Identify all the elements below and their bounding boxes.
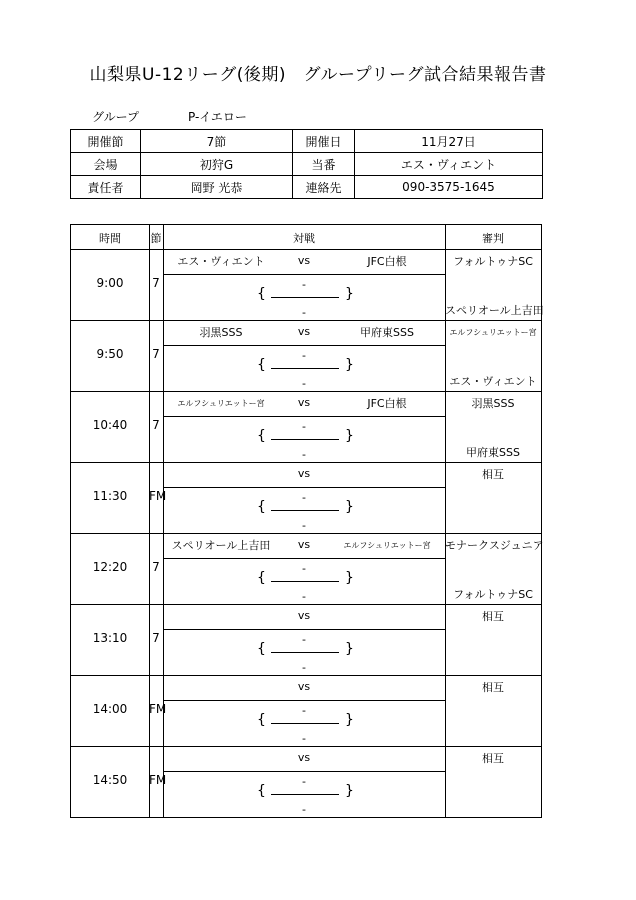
header-section: 節 (150, 232, 162, 245)
bracket-left: { (257, 641, 266, 657)
match-divider (163, 345, 445, 346)
bracket-left: { (257, 357, 266, 373)
score-line (271, 297, 339, 298)
slot-section: FM (149, 702, 167, 716)
bracket-left: { (257, 286, 266, 302)
score-box (163, 491, 445, 531)
slot-time: 9:50 (96, 347, 124, 361)
match-slot (71, 392, 541, 463)
bracket-right: } (345, 428, 354, 444)
away-team: エルフシュリエットー宮 (343, 541, 431, 550)
match-slot (71, 321, 541, 392)
score-box (163, 278, 445, 318)
vs-label: vs (297, 396, 311, 409)
duty-label: 当番 (293, 153, 355, 176)
slot-time: 10:40 (92, 418, 128, 432)
bracket-right: } (345, 783, 354, 799)
referee-primary: 相互 (482, 681, 504, 694)
bracket-right: } (345, 357, 354, 373)
match-divider (163, 274, 445, 275)
header-time: 時間 (99, 232, 121, 245)
referee-primary: フォルトゥナSC (453, 255, 533, 268)
score-box (163, 633, 445, 673)
match-divider (163, 487, 445, 488)
slot-time: 9:00 (96, 276, 124, 290)
score-second-half: - (302, 732, 306, 745)
vs-label: vs (297, 538, 311, 551)
score-box (163, 562, 445, 602)
match-divider (163, 700, 445, 701)
score-box (163, 349, 445, 389)
slot-section: FM (149, 773, 167, 787)
group-value: P-イエロー (188, 110, 247, 124)
score-line (271, 581, 339, 582)
contact-value: 090-3575-1645 (355, 176, 543, 199)
slot-section: 7 (152, 347, 160, 361)
match-slot (71, 250, 544, 321)
referee-primary: 相互 (482, 752, 504, 765)
bracket-left: { (257, 499, 266, 515)
referee-primary: エルフシュリエットー宮 (449, 328, 537, 337)
score-first-half: - (302, 491, 306, 504)
bracket-left: { (257, 428, 266, 444)
referee-primary: 羽黒SSS (471, 397, 515, 410)
score-line (271, 368, 339, 369)
slot-time: 11:30 (92, 489, 128, 503)
vs-label: vs (297, 254, 311, 267)
vs-label: vs (297, 609, 311, 622)
score-second-half: - (302, 803, 306, 816)
score-first-half: - (302, 633, 306, 646)
score-line (271, 652, 339, 653)
home-team: スペリオール上吉田 (171, 539, 271, 552)
bracket-left: { (257, 783, 266, 799)
slot-time: 12:20 (92, 560, 128, 574)
venue-value: 初狩G (141, 153, 293, 176)
score-first-half: - (302, 420, 306, 433)
bracket-left: { (257, 570, 266, 586)
match-divider (163, 416, 445, 417)
group-label: グループ (92, 110, 140, 124)
referee-secondary: 甲府東SSS (466, 446, 520, 459)
score-second-half: - (302, 661, 306, 674)
score-box (163, 704, 445, 744)
score-first-half: - (302, 775, 306, 788)
bracket-right: } (345, 641, 354, 657)
match-divider (163, 558, 445, 559)
away-team: 甲府東SSS (360, 326, 414, 339)
score-line (271, 510, 339, 511)
bracket-right: } (345, 286, 354, 302)
bracket-left: { (257, 712, 266, 728)
vs-label: vs (297, 680, 311, 693)
score-line (271, 723, 339, 724)
match-slot (71, 605, 541, 676)
manager-value: 岡野 光恭 (141, 176, 293, 199)
match-slot (71, 747, 541, 818)
bracket-right: } (345, 712, 354, 728)
score-second-half: - (302, 590, 306, 603)
match-slot (71, 534, 544, 605)
slot-section: 7 (152, 418, 160, 432)
score-line (271, 439, 339, 440)
score-second-half: - (302, 306, 306, 319)
slot-section: 7 (152, 276, 160, 290)
header-referee: 審判 (482, 232, 504, 245)
slot-time: 13:10 (92, 631, 128, 645)
duty-value: エス・ヴィエント (355, 153, 543, 176)
score-first-half: - (302, 278, 306, 291)
bracket-right: } (345, 499, 354, 515)
referee-primary: 相互 (482, 468, 504, 481)
header-match: 対戦 (293, 232, 315, 245)
info-table (70, 129, 543, 199)
score-first-half: - (302, 704, 306, 717)
referee-secondary: エス・ヴィエント (449, 375, 537, 388)
referee-primary: 相互 (482, 610, 504, 623)
score-box (163, 420, 445, 460)
score-first-half: - (302, 349, 306, 362)
date-value: 11月27日 (355, 130, 543, 153)
venue-label: 会場 (71, 153, 141, 176)
section-value: 7節 (141, 130, 293, 153)
section-label: 開催節 (71, 130, 141, 153)
contact-label: 連絡先 (293, 176, 355, 199)
home-team: エス・ヴィエント (177, 255, 265, 268)
slot-section: 7 (152, 631, 160, 645)
referee-primary: モナークスジュニア (445, 539, 544, 552)
slot-time: 14:00 (92, 702, 128, 716)
score-box (163, 775, 445, 815)
slot-time: 14:50 (92, 773, 128, 787)
date-label: 開催日 (293, 130, 355, 153)
referee-secondary: スペリオール上吉田 (445, 304, 544, 317)
bracket-right: } (345, 570, 354, 586)
match-slot (71, 463, 541, 534)
manager-label: 責任者 (71, 176, 141, 199)
match-slot (71, 676, 541, 747)
home-team: エルフシュリエットー宮 (177, 399, 265, 408)
schedule-header (71, 225, 541, 250)
slot-section: FM (149, 489, 167, 503)
score-line (271, 794, 339, 795)
home-team: 羽黒SSS (199, 326, 243, 339)
score-second-half: - (302, 519, 306, 532)
schedule-table (70, 224, 542, 818)
page-title: 山梨県U-12リーグ(後期) グループリーグ試合結果報告書 (89, 65, 547, 85)
vs-label: vs (297, 751, 311, 764)
away-team: JFC白根 (367, 255, 407, 268)
score-first-half: - (302, 562, 306, 575)
vs-label: vs (297, 325, 311, 338)
slot-section: 7 (152, 560, 160, 574)
match-divider (163, 771, 445, 772)
referee-secondary: フォルトゥナSC (453, 588, 533, 601)
vs-label: vs (297, 467, 311, 480)
match-divider (163, 629, 445, 630)
score-second-half: - (302, 448, 306, 461)
away-team: JFC白根 (367, 397, 407, 410)
score-second-half: - (302, 377, 306, 390)
